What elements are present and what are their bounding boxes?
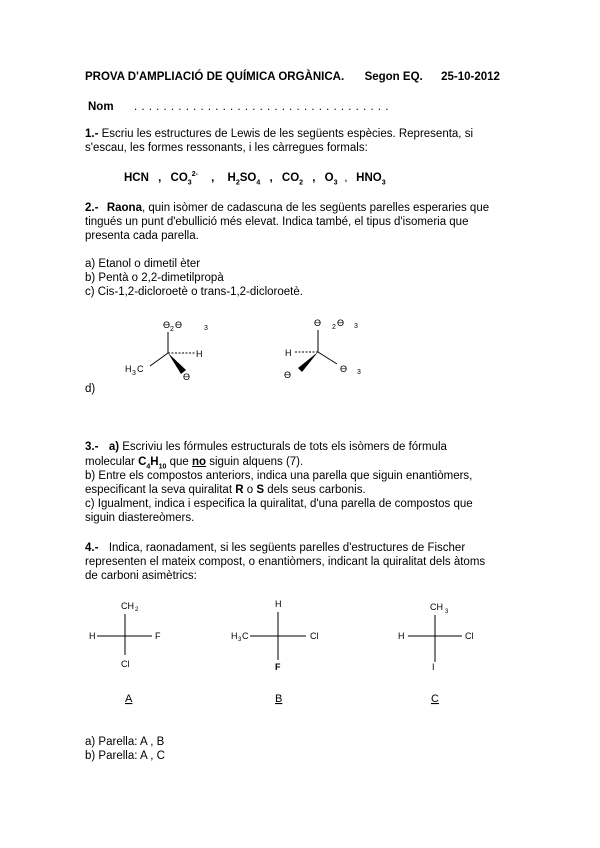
svg-text:2: 2 [332,324,336,331]
svg-text:A: A [125,693,133,705]
svg-text:3: 3 [357,369,361,376]
svg-text:Cl: Cl [465,631,474,641]
species-o3: $O_3$ [324,172,338,187]
species-co3: $CO_3^{2-}$ [170,171,198,187]
name-label: Nom [88,101,114,113]
q2-option-c: c) Cis-1,2-dicloroetè o trans-1,2-dicloroetè. [85,286,303,298]
q1-text-2: s'escau, les formes ressonants, i les càrregues formals: [85,142,368,154]
q3-line1: 3.- a) Escriviu les fórmules estructurals de tots els isòmers de fórmula [85,441,447,453]
svg-text:3: 3 [445,609,449,615]
svg-text:C: C [137,364,144,374]
emphasis-no: no [191,456,207,468]
q3-number: 3.- [85,441,99,453]
exam-title: PROVA D'AMPLIACIÓ DE QUÍMICA ORGÀNICA. [85,71,345,83]
svg-text:B: B [275,693,283,705]
exam-group: Segon EQ. [364,71,423,83]
species-h2so4: $H_2SO_4$ [227,172,261,187]
svg-text:ϴ: ϴ [175,320,183,330]
q2-option-b: b) Pentà o 2,2-dimetilpropà [85,272,224,284]
svg-text:H: H [231,631,238,641]
svg-text:F: F [275,662,281,672]
svg-text:ϴ: ϴ [340,364,348,374]
svg-text:H: H [285,348,292,358]
structure-right [284,318,361,380]
q2-line2: tingués un punt d'ebullició més elevat. Indica també, el tipus d'isomeria que [85,216,469,228]
fischer-b [231,599,319,705]
structure-left [125,320,208,382]
svg-text:F: F [155,631,161,641]
svg-text:ϴ: ϴ [314,318,322,328]
svg-text:H: H [398,631,405,641]
svg-text:H: H [275,599,282,609]
q4-number: 4.- [85,542,99,554]
q4-pair-b: b) Parella: A , C [85,750,165,762]
q1-species: HCN , $CO_3^{2-}$ , $H_2SO_4$ , $CO_2$ , $O_3$ , $HNO_3$ [124,171,386,187]
q2-option-a: a) Etanol o dimetil èter [85,258,201,270]
exam-date: 25-10-2012 [441,71,500,83]
svg-text:CH: CH [121,601,134,611]
svg-text:3: 3 [132,370,136,377]
svg-text:H: H [125,364,132,374]
q4-line1: 4.- Indica, raonadament, si les següents parelles d'estructures de Fischer [85,542,466,554]
fischer-c [398,602,474,705]
svg-text:ϴ: ϴ [163,320,171,330]
species-co2: $CO_2$ [281,172,304,187]
q3-line5: c) Igualment, indica i especifica la quiralitat, d'una parella de compostos que [85,498,473,510]
svg-text:3: 3 [354,323,358,330]
q2-option-d: d) [85,383,96,395]
svg-text:I: I [432,662,435,672]
q2-text-1: , quin isòmer de cadascuna de les següents parelles esperaries que [141,202,490,214]
q3-part-a: a) [108,441,120,453]
q2-number: 2.- [85,202,99,214]
svg-text:C: C [431,693,439,705]
svg-text:CH: CH [430,602,443,612]
svg-text:2: 2 [135,607,139,613]
fischer-a [89,601,161,705]
species-hno3: $HNO_3$ [356,172,386,187]
q1-number: 1.- [85,128,99,140]
name-dots: . . . . . . . . . . . . . . . . . . . . . . . . . . . . . . . . . . . [133,101,389,113]
q3-line2: molecular $C_4H_{10}$ que no siguin alquens (7). [85,456,304,471]
svg-text:3: 3 [238,637,242,643]
svg-text:3: 3 [204,325,208,332]
formula-c4h10: $C_4H_{10}$ [138,456,167,471]
species-hcn: HCN [124,172,149,184]
q3-line6: siguin diastereòmers. [85,512,195,524]
q4-line2: representen el mateix compost, o enantiòmers, indicant la quiralitat dels àtoms [85,556,486,568]
svg-text:Cl: Cl [121,659,130,669]
svg-text:C: C [242,631,249,641]
svg-text:ϴ: ϴ [337,318,345,328]
svg-text:ϴ: ϴ [183,372,191,382]
q2-line3: presenta cada parella. [85,230,199,242]
q3-line3: b) Entre els compostos anteriors, indica una parella que siguin enantiòmers, [85,470,473,482]
q4-pair-a: a) Parella: A , B [85,736,165,748]
svg-text:ϴ: ϴ [284,370,292,380]
q2-keyword: Raona [106,202,142,214]
svg-text:Cl: Cl [310,631,319,641]
svg-text:H: H [196,349,203,359]
q1-text-1: Escriu les estructures de Lewis de les següents espècies. Representa, si [101,128,474,140]
q3-line4: especificant la seva quiralitat R o S dels seus carbonis. [85,484,366,496]
svg-text:H: H [89,631,96,641]
q4-line3: de carboni asimètrics: [85,570,197,582]
svg-text:2: 2 [170,326,174,333]
